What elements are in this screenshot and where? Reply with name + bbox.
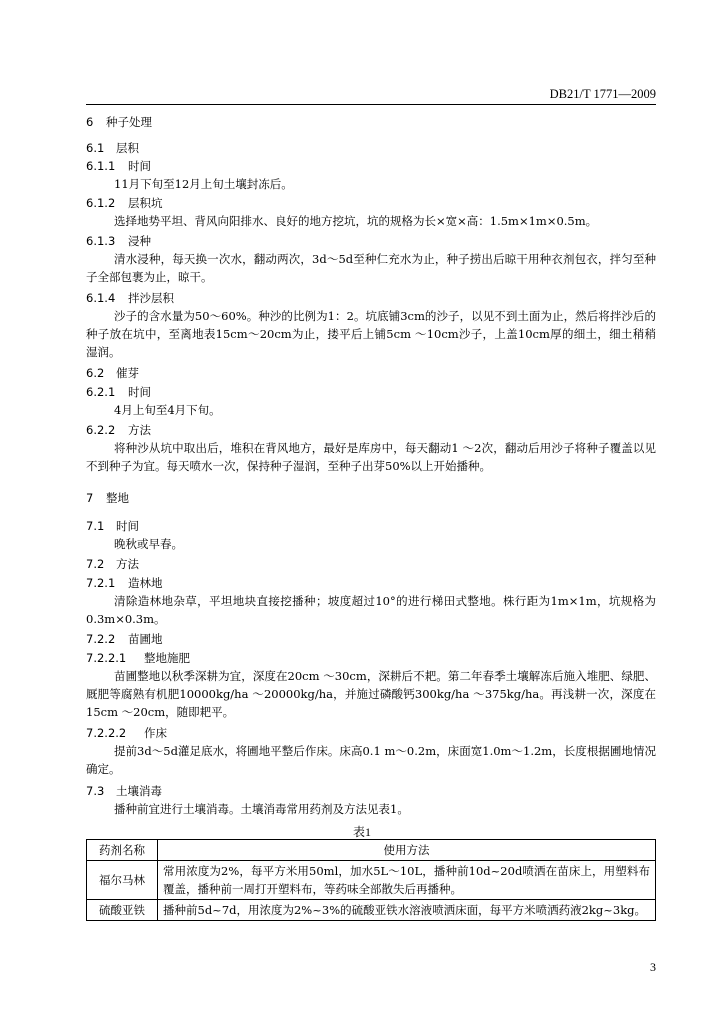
paragraph-7-2-2-2: 提前3d～5d灌足底水，将圃地平整后作床。床高0.1 m～0.2m，床面宽1.0m～1.2m，长度根据圃地情况确定。	[86, 744, 656, 776]
table-cell-name: 硫酸亚铁	[87, 900, 158, 921]
heading-number: 7.3	[86, 784, 105, 798]
heading-title: 方法	[128, 423, 151, 437]
heading-title: 时间	[116, 519, 139, 533]
heading-number: 7.2.2	[86, 632, 116, 646]
heading-6-1-2	[86, 195, 163, 211]
header-rule	[86, 104, 656, 105]
heading-7-3	[86, 783, 162, 799]
heading-number: 7.2	[86, 557, 105, 571]
heading-number: 6.2.2	[86, 423, 116, 437]
heading-6-2	[86, 365, 139, 381]
paragraph-6-1-3: 清水浸种，每天换一次水，翻动两次，3d～5d至种仁充水为止，种子捞出后晾干用种衣剂包衣，拌匀至种子全部包裹为止，晾干。	[86, 252, 656, 284]
heading-number: 7.2.1	[86, 576, 116, 590]
heading-7-2-1	[86, 575, 163, 591]
table-cell-name: 福尔马林	[87, 861, 158, 900]
heading-title: 作床	[144, 726, 167, 740]
paragraph-6-1-1: 11月下旬至12月上旬土壤封冻后。	[114, 177, 293, 191]
heading-7-2-2-2	[86, 725, 167, 741]
heading-number: 6.2.1	[86, 385, 116, 399]
heading-6	[86, 114, 152, 130]
table-header-cell: 药剂名称	[87, 840, 158, 861]
heading-title: 时间	[128, 159, 151, 173]
paragraph-7-2-1: 清除造林地杂草，平坦地块直接挖播种；坡度超过10°的进行梯田式整地。株行距为1m×1m，坑规格为0.3m×0.3m。	[86, 594, 656, 626]
heading-title: 整地施肥	[144, 651, 190, 665]
heading-6-1	[86, 140, 139, 156]
paragraph-6-2-1: 4月上旬至4月下旬。	[114, 403, 221, 417]
heading-6-1-3	[86, 233, 151, 249]
heading-7-1	[86, 518, 139, 534]
table-cell-method: 播种前5d~7d，用浓度为2%~3%的硫酸亚铁水溶液喷洒床面，每平方米喷洒药液2kg~3kg。	[158, 900, 656, 921]
paragraph-7-1: 晚秋或早春。	[114, 537, 183, 551]
heading-title: 种子处理	[106, 115, 152, 129]
table-cell-method: 常用浓度为2%，每平方米用50ml，加水5L～10L，播种前10d~20d喷洒在苗床上，用塑料布覆盖，播种前一周打开塑料布，等药味全部散失后再播种。	[158, 861, 656, 900]
heading-6-2-2	[86, 422, 151, 438]
page-number: 3	[650, 960, 656, 974]
heading-title: 浸种	[128, 234, 151, 248]
heading-title: 催芽	[116, 366, 139, 380]
table-caption: 表1	[352, 825, 371, 839]
table-row	[87, 861, 656, 900]
heading-7-2-2-1	[86, 650, 190, 666]
paragraph-6-2-2: 将种沙从坑中取出后，堆积在背风地方，最好是库房中，每天翻动1 ～2次，翻动后用沙子将种子覆盖以见不到种子为宜。每天喷水一次，保持种子湿润，至种子出芽50%以上开始播种。	[86, 441, 656, 473]
paragraph-7-3: 播种前宜进行土壤消毒。土壤消毒常用药剂及方法见表1。	[114, 802, 409, 816]
heading-number: 6.2	[86, 366, 105, 380]
heading-7-2	[86, 556, 139, 572]
heading-title: 土壤消毒	[116, 784, 162, 798]
heading-number: 7.2.2.1	[86, 651, 127, 665]
heading-title: 苗圃地	[128, 632, 163, 646]
paragraph-6-1-2: 选择地势平坦、背风向阳排水、良好的地方挖坑，坑的规格为长×宽×高：1.5m×1m×0.5m。	[114, 214, 598, 228]
heading-number: 6.1.1	[86, 159, 116, 173]
heading-7	[86, 490, 129, 506]
heading-title: 拌沙层积	[128, 291, 174, 305]
disinfectant-table	[86, 839, 656, 921]
heading-title: 造林地	[128, 576, 163, 590]
heading-title: 层积	[116, 141, 139, 155]
table-header-cell: 使用方法	[158, 840, 656, 861]
heading-7-2-2	[86, 631, 163, 647]
heading-title: 层积坑	[128, 196, 163, 210]
heading-number: 6.1.3	[86, 234, 116, 248]
heading-title: 整地	[106, 491, 129, 505]
standard-number: DB21/T 1771—2009	[549, 87, 656, 101]
heading-6-1-4	[86, 290, 174, 306]
heading-number: 6	[86, 115, 94, 129]
heading-number: 6.1.2	[86, 196, 116, 210]
heading-number: 7.2.2.2	[86, 726, 127, 740]
heading-number: 6.1	[86, 141, 105, 155]
heading-title: 时间	[128, 385, 151, 399]
heading-number: 7	[86, 491, 94, 505]
paragraph-7-2-2-1: 苗圃整地以秋季深耕为宜，深度在20cm ～30cm，深耕后不耙。第二年春季土壤解冻后施入堆肥、绿肥、厩肥等腐熟有机肥10000kg/ha ～20000kg/ha，并施过磷酸钙300kg/ha ～375kg/ha。再浅耕一次，深度在15cm ～20cm，随即耙平。	[86, 669, 656, 719]
heading-title: 方法	[116, 557, 139, 571]
heading-number: 7.1	[86, 519, 105, 533]
paragraph-6-1-4: 沙子的含水量为50～60%。种沙的比例为1：2。坑底铺3cm的沙子，以见不到土面为止，然后将拌沙后的种子放在坑中，至离地表15cm～20cm为止，搂平后上铺5cm ～10cm沙子，上盖10cm厚的细土，细土稍稍湿润。	[86, 309, 656, 359]
table-header-row	[87, 840, 656, 861]
heading-6-1-1	[86, 158, 151, 174]
heading-number: 6.1.4	[86, 291, 116, 305]
table-row	[87, 900, 656, 921]
heading-6-2-1	[86, 384, 151, 400]
